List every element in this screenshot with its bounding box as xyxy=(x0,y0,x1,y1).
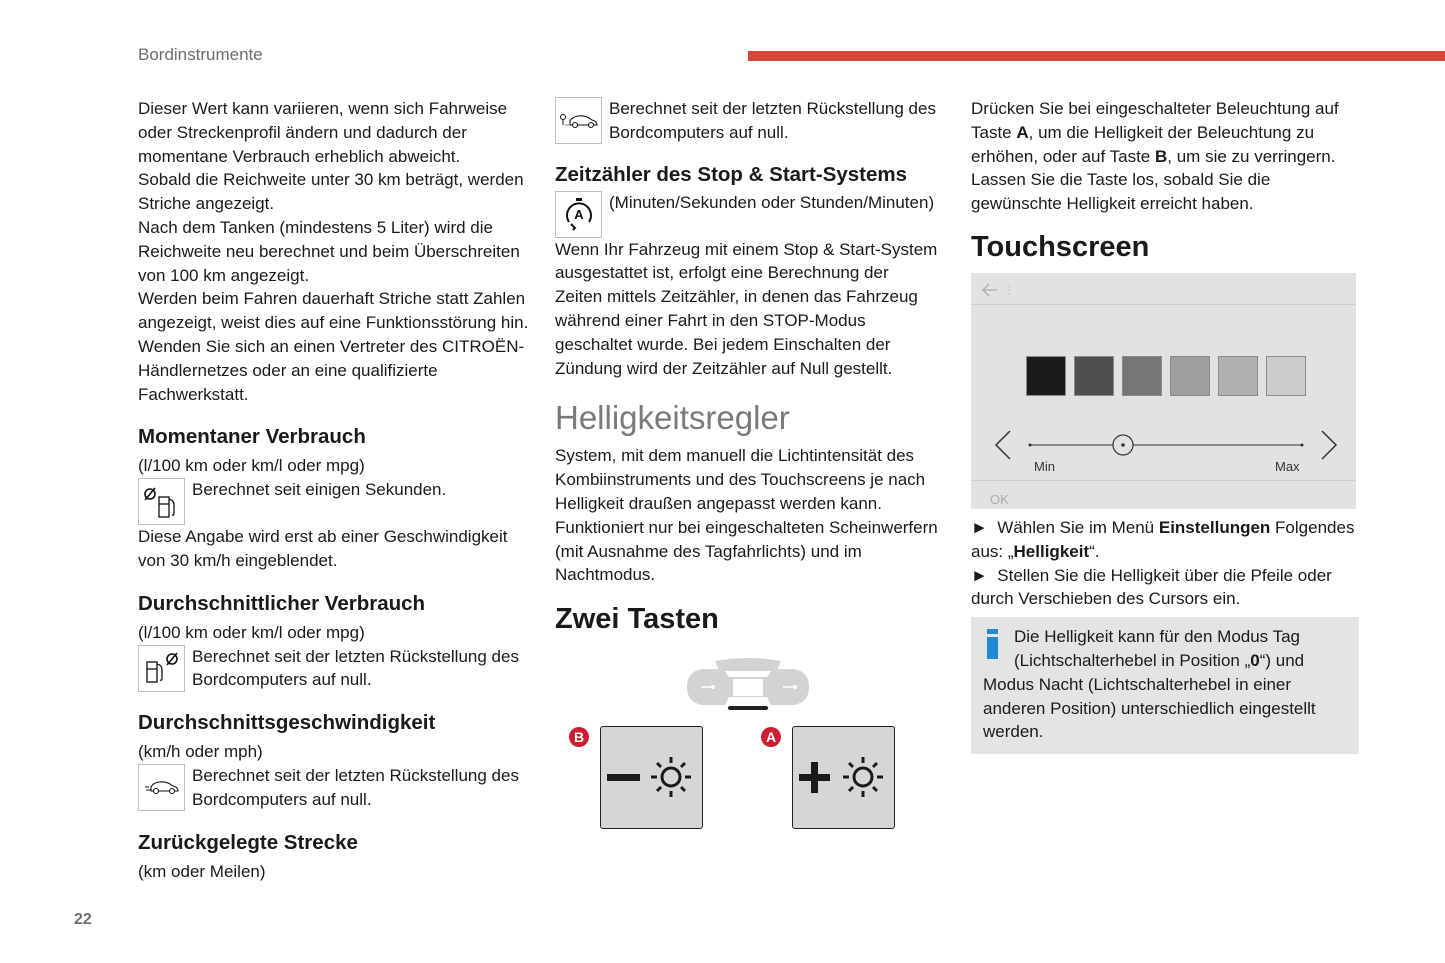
section-heading-instant-consumption: Momentaner Verbrauch xyxy=(138,425,366,449)
button-a-badge: A xyxy=(761,727,781,747)
icon-row xyxy=(555,97,940,145)
paragraph: Nach dem Tanken (mindestens 5 Liter) wird die Reichweite neu berechnet und beim Überschreiten von 100 km angezeigt. xyxy=(138,217,520,285)
menu-name: Einstellungen xyxy=(1158,517,1271,537)
text-run: Stellen Sie die Helligkeit über die Pfeile oder durch Verschieben des Cursors ein. xyxy=(971,565,1332,609)
chapter-title: Bordinstrumente xyxy=(138,45,263,64)
column-2 xyxy=(555,97,940,865)
instrument-cluster-illustration xyxy=(683,657,813,713)
page-number: 22 xyxy=(74,911,92,928)
icon-row xyxy=(138,478,533,525)
brightness-swatch-3 xyxy=(1122,356,1162,396)
text-run: “. xyxy=(1089,541,1100,561)
unit-text: (l/100 km oder km/l oder mpg) xyxy=(138,456,365,476)
back-arrow-icon[interactable] xyxy=(981,283,1013,297)
column-1 xyxy=(138,97,533,883)
section-heading-brightness: Helligkeitsregler xyxy=(555,399,790,437)
brightness-swatch-2 xyxy=(1074,356,1114,396)
distance-car-icon xyxy=(555,97,602,144)
position-value: 0 xyxy=(1250,650,1260,670)
info-box xyxy=(971,617,1359,754)
paragraph xyxy=(971,97,1361,216)
button-b-ref: B xyxy=(1155,146,1168,166)
icon-description: Berechnet seit der letzten Rückstellung des Bordcomputers auf null. xyxy=(192,765,519,809)
text-run: , um sie zu verringern. Lassen Sie die Taste los, sobald Sie die gewünschte Helligkeit erreicht haben. xyxy=(971,146,1336,214)
unit-text: (km/h oder mph) xyxy=(138,742,263,762)
paragraph: System, mit dem manuell die Lichtintensität des Kombiinstruments und des Touchscreens je nach Helligkeit draußen angepasst werden kann. Funktioniert nur bei eingeschalteten Scheinwerfern (mit Ausnahme des Tagfahrlichts) und im Nachtmodus. xyxy=(555,446,938,585)
paragraph: Diese Angabe wird erst ab einer Geschwindigkeit von 30 km/h eingeblendet. xyxy=(138,527,508,570)
info-icon xyxy=(987,629,998,659)
screen-top-bar xyxy=(971,273,1356,305)
step-1 xyxy=(971,516,1361,564)
section-heading-stop-start-timer: Zeitzähler des Stop & Start-Systems xyxy=(555,162,908,186)
button-a-ref: A xyxy=(1016,122,1029,142)
ok-button[interactable]: OK xyxy=(990,491,1009,507)
paragraph: Dieser Wert kann variieren, wenn sich Fahrweise oder Streckenprofil ändern und dadurch der momentane Verbrauch erheblich abweicht. xyxy=(138,99,508,166)
stop-start-timer-icon xyxy=(555,191,602,238)
chapter-accent-bar xyxy=(748,51,1445,61)
section-heading-two-buttons: Zwei Tasten xyxy=(555,603,719,636)
brightness-swatch-6 xyxy=(1266,356,1306,396)
text-run: Drücken Sie bei eingeschalteter Beleuchtung auf Taste xyxy=(971,99,1339,142)
touchscreen-brightness-screen xyxy=(971,273,1356,509)
average-speed-car-icon xyxy=(138,764,185,811)
section-heading-average-speed: Durchschnittsgeschwindigkeit xyxy=(138,711,436,735)
text-run: Wählen Sie im Menü xyxy=(997,517,1159,537)
brightness-swatch-4 xyxy=(1170,356,1210,396)
slider-max-label: Max xyxy=(1275,458,1300,474)
icon-description: (Minuten/Sekunden oder Stunden/Minuten) xyxy=(609,192,935,212)
text-run: Folgendes aus: „ xyxy=(971,517,1355,561)
brightness-slider[interactable] xyxy=(1027,434,1307,456)
section-heading-distance-travelled: Zurückgelegte Strecke xyxy=(138,830,358,854)
two-buttons-illustration xyxy=(555,645,940,865)
paragraph: Sobald die Reichweite unter 30 km beträgt, werden Striche angezeigt. xyxy=(138,170,524,214)
step-2 xyxy=(971,564,1361,612)
brightness-decrease-button[interactable] xyxy=(600,726,703,829)
icon-row xyxy=(555,191,940,238)
unit-text: (l/100 km oder km/l oder mpg) xyxy=(138,622,365,642)
menu-item-name: Helligkeit xyxy=(1013,541,1090,561)
bullet-arrow-icon: ► xyxy=(971,565,988,585)
text-run: “) und Modus Nacht (Lichtschalterhebel in einer anderen Position) unterschiedlich eingestellt werden. xyxy=(983,650,1316,742)
svg-text:A: A xyxy=(573,207,584,223)
unit-text: (km oder Meilen) xyxy=(138,861,266,881)
button-b-badge: B xyxy=(569,727,589,747)
screen-bottom-bar xyxy=(971,480,1356,509)
instant-consumption-icon xyxy=(138,478,185,525)
icon-row xyxy=(138,764,533,812)
chevron-right-icon[interactable] xyxy=(1319,429,1339,461)
icon-row xyxy=(138,645,533,693)
paragraph: Werden beim Fahren dauerhaft Striche statt Zahlen angezeigt, weist dies auf eine Funktionsstörung hin. Wenden Sie sich an einen Vertreter des CITROËN-Händlernetzes oder an eine qualifizierte Fachwerkstatt. xyxy=(138,289,529,404)
icon-description: Berechnet seit der letzten Rückstellung des Bordcomputers auf null. xyxy=(609,99,936,142)
chevron-left-icon[interactable] xyxy=(993,429,1013,461)
brightness-swatch-1 xyxy=(1026,356,1066,396)
slider-min-label: Min xyxy=(1034,458,1055,474)
text-run: , um die Helligkeit der Beleuchtung zu erhöhen, oder auf Taste xyxy=(971,122,1315,166)
section-heading-touchscreen: Touchscreen xyxy=(971,230,1150,263)
paragraph: Wenn Ihr Fahrzeug mit einem Stop & Start-System ausgestattet ist, erfolgt eine Berechnung der Zeiten mittels Zeitzähler, in denen das Fahrzeug während einer Fahrt in den STOP-Modus geschaltet wurde. Bei jedem Einschalten der Zündung wird der Zeitzähler auf Null gestellt. xyxy=(555,239,938,378)
average-consumption-icon xyxy=(138,645,185,692)
icon-description: Berechnet seit der letzten Rückstellung des Bordcomputers auf null. xyxy=(192,646,519,690)
brightness-increase-button[interactable] xyxy=(792,726,895,829)
info-text xyxy=(983,625,1347,744)
column-3 xyxy=(971,97,1361,754)
icon-description: Berechnet seit einigen Sekunden. xyxy=(192,480,447,500)
text-run: Die Helligkeit kann für den Modus Tag (Lichtschalterhebel in Position „ xyxy=(1014,627,1301,670)
brightness-swatch-5 xyxy=(1218,356,1258,396)
section-heading-average-consumption: Durchschnittlicher Verbrauch xyxy=(138,591,426,615)
bullet-arrow-icon: ► xyxy=(971,517,988,537)
